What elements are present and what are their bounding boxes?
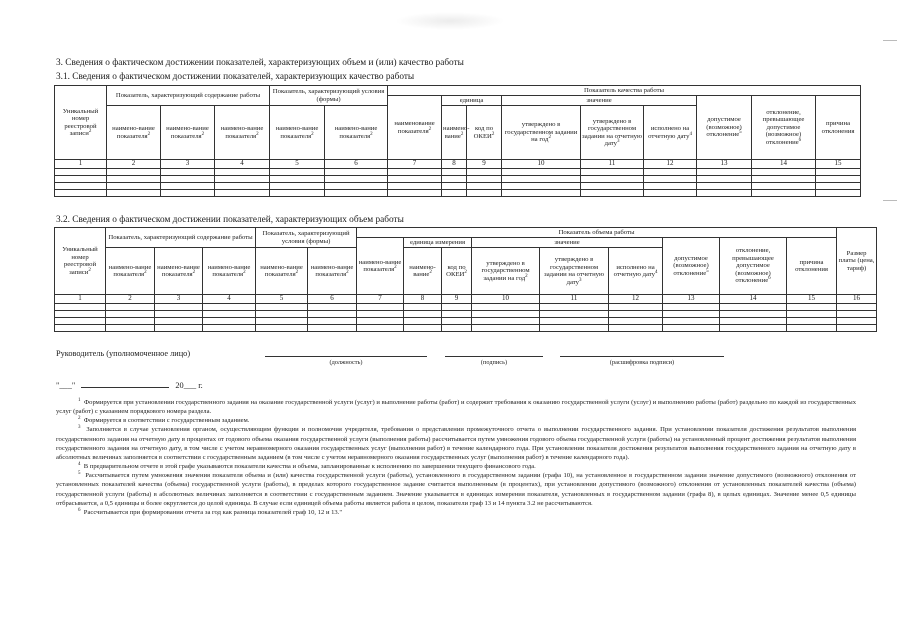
table1-col-number: 14: [752, 160, 816, 169]
table2-allowed-deviation-header: допустимое (возможное) отклонение$^5$: [663, 238, 720, 295]
table2-col-number: 9: [442, 295, 472, 304]
date-open-quote: ": [56, 381, 60, 390]
table1-col-number: 13: [697, 160, 752, 169]
table2-col-number: 10: [472, 295, 540, 304]
table2-col-number: 6: [308, 295, 357, 304]
table1-col-number: 8: [442, 160, 467, 169]
table2-condition-name-1: наимено-вание показателя$^2$: [256, 248, 308, 295]
table2-unit-group-header: единица измерения: [404, 238, 472, 248]
table1-fulfilled-header: исполнено на отчетную дату$^4$: [644, 106, 697, 160]
table2-col-number: 2: [106, 295, 155, 304]
table1-okei-header: код по ОКЕИ$^2$: [467, 106, 502, 160]
table2-col-number: 12: [609, 295, 663, 304]
table2-empty-row: [55, 318, 877, 325]
table1-col-number: 15: [816, 160, 861, 169]
table2-col-number: 13: [663, 295, 720, 304]
position-line: [265, 356, 427, 357]
date-close-quote: ": [71, 381, 76, 390]
table1-value-group-header: значение: [502, 96, 697, 106]
table2-col-number: 7: [357, 295, 404, 304]
scan-edge-mark: [883, 40, 897, 41]
table1-reason-header: причина отклонения: [816, 96, 861, 160]
decoding-line: [560, 356, 724, 357]
table2-content-group-header: Показатель, характеризующий содержание работы: [106, 228, 256, 248]
table1-condition-name-1: наимено-вание показателя$^2$: [270, 106, 325, 160]
table2-unique-number-header: Уникальный номер реестровой записи$^2$: [55, 228, 106, 295]
table1-col-number: 6: [325, 160, 388, 169]
table1-col-number: 4: [215, 160, 270, 169]
table2-excess-deviation-header: отклонение, превышающее допустимое (возможное) отклонение$^6$: [720, 238, 787, 295]
table1-col-number: 3: [161, 160, 215, 169]
table1-col-number: 10: [502, 160, 581, 169]
table1-unit-group-header: единица: [442, 96, 502, 106]
table2-col-number: 4: [203, 295, 256, 304]
signature-line: [445, 356, 543, 357]
position-caption: (должность): [329, 359, 363, 366]
table2-title: 3.2. Сведения о фактическом достижении показателей, характеризующих объем работы: [56, 215, 404, 225]
table2-empty-row: [55, 304, 877, 311]
table2-approved-date-header: утверждено в государственном задании на отчетную дату$^3$: [540, 248, 609, 295]
table2-content-name-3: наимено-вание показателя$^2$: [203, 248, 256, 295]
table2-okei-header: код по ОКЕИ$^2$: [442, 248, 472, 295]
table2-volume-group-header: Показатель объема работы: [357, 228, 837, 238]
table1-col-number: 9: [467, 160, 502, 169]
table2-col-number: 5: [256, 295, 308, 304]
scan-edge-mark: [883, 200, 897, 201]
table1-empty-row: [55, 169, 861, 176]
table1-content-name-2: наимено-вание показателя$^2$: [161, 106, 215, 160]
table2-unit-name-header: наимено-вание$^2$: [404, 248, 442, 295]
footnotes: [56, 398, 856, 517]
table1-col-number: 11: [581, 160, 644, 169]
table1-col-number: 12: [644, 160, 697, 169]
decoding-caption: (расшифровка подписи): [609, 359, 675, 366]
table2-col-number: 16: [837, 295, 877, 304]
footnote-6: $^6$ Рассчитывается при формировании отчета за год как разница показателей граф 10, 12 и 13.": [78, 507, 343, 516]
table1-column-numbers: [55, 160, 861, 169]
table2-col-number: 11: [540, 295, 609, 304]
signature-caption: (подпись): [480, 359, 508, 366]
table2-col-number: 15: [787, 295, 837, 304]
date-year: 20: [175, 381, 184, 390]
table2-fulfilled-header: исполнено на отчетную дату$^4$: [609, 248, 663, 295]
table2-column-numbers: [55, 295, 877, 304]
table2-approved-year-header: утверждено в государственном задании на год$^2$: [472, 248, 540, 295]
table2-fee-header: Размер платы (цена, тариф): [837, 228, 877, 295]
footnote-3: $^3$ Заполняется в случае установления органом, осуществляющим функции и полномочия учредителя, требования о представлении промежуточного отчета о выполнении государственного задания. При установлении показателя достижения результатов выполнения государственного задания на отчетную дату в процентах от годового объема оказания государственной услуги (выполнения работы) рассчитывается путем умножения годового объема государственной услуги (работы) на установленный процент достижения результатов выполнения государственного задания на отчетную дату, в том числе с учетом неравномерного оказания государственных услуг (выполнения работ) в течение календарного года. При установлении показателя достижения результатов выполнения государственного задания на отчетную дату в абсолютных величинах заполняется в соответствии с государственным заданием (в том числе с учетом неравномерного оказания государственных услуг (выполнения работ) в течение календарного года).: [56, 425, 857, 461]
footnote-5: $^5$ Рассчитывается путем умножения значения показателя объема и (или) качества государственной услуги (работы), установленного в государственном задании (графа 10), на установленное в государственном задании значение допустимого (возможного) отклонения от установленных показателей качества (объема) государственной услуги (работы), в пределах которого государственное задание считается выполненным (в процентах), при установлении допустимого (возможного) отклонения от установленных показателей качества (объема) государственной услуги (работы) в абсолютных величинах заполняется в соответствии с государственным заданием. Значение указывается в единицах измерения показателя, установленных в государственном задании (графа 8), в целых единицах. Значение менее 0,5 единицы отбрасывается, а 0,5 единицы и более округляется до целой единицы. В случае если единицей объема работы является работа в целом, показатели граф 13 и 14 пункта 3.2 не рассчитываются.: [56, 471, 857, 507]
table1-col-number: 2: [107, 160, 161, 169]
table2-header-row-1: [55, 228, 877, 238]
table1-allowed-deviation-header: допустимое (возможное) отклонение$^5$: [697, 96, 752, 160]
table1-approved-year-header: утверждено в государственном задании на год$^2$: [502, 106, 581, 160]
table1-content-group-header: Показатель, характеризующий содержание работы: [107, 86, 270, 106]
table2-indicator-name-header: наимено-вание показателя$^2$: [357, 238, 404, 295]
volume-table: [54, 227, 877, 332]
table2-condition-name-2: наимено-вание показателя$^2$: [308, 248, 357, 295]
quality-table: [54, 85, 861, 197]
table1-condition-name-2: наимено-вание показателя$^2$: [325, 106, 388, 160]
footnote-2: $^2$ Формируется в соответствии с государственным заданием.: [78, 416, 250, 425]
table1-col-number: 5: [270, 160, 325, 169]
table2-content-name-1: наимено-вание показателя$^2$: [106, 248, 155, 295]
table1-empty-row: [55, 176, 861, 183]
date-suffix: г.: [198, 381, 203, 390]
signature-label: Руководитель (уполномоченное лицо): [56, 349, 191, 358]
table2-col-number: 8: [404, 295, 442, 304]
table2-empty-row: [55, 325, 877, 332]
table2-col-number: 14: [720, 295, 787, 304]
table1-quality-group-header: Показатель качества работы: [388, 86, 861, 96]
table2-empty-row: [55, 311, 877, 318]
table1-unit-name-header: наимено-вание$^2$: [442, 106, 467, 160]
table1-conditions-group-header: Показатель, характеризующий условия (формы): [270, 86, 388, 106]
table1-title: 3.1. Сведения о фактическом достижении показателей, характеризующих качество работы: [56, 72, 415, 82]
table1-excess-deviation-header: отклонение, превышающее допустимое (возможное) отклонение$^6$: [752, 96, 816, 160]
date-day-blank: ___: [59, 381, 72, 390]
footnote-1: $^1$ Формируется при установлении государственного задания на оказание государственной услуги (услуг) и выполнение работы (работ) и содержит требования к оказанию государственной услуги (услуг) и выполнению работы (работ) раздельно по каждой из государственных услуг (работ) с указанием порядкового номера раздела.: [56, 398, 856, 416]
report-date: [56, 380, 203, 390]
table1-col-number: 1: [55, 160, 107, 169]
table1-col-number: 7: [388, 160, 442, 169]
table1-content-name-1: наимено-вание показателя$^2$: [107, 106, 161, 160]
table1-empty-row: [55, 190, 861, 197]
date-month-blank: [81, 380, 169, 388]
table1-unique-number-header: Уникальный номер реестровой записи$^2$: [55, 86, 107, 160]
table2-col-number: 3: [155, 295, 203, 304]
table1-content-name-3: наимено-вание показателя$^2$: [215, 106, 270, 160]
footnote-4: $^4$ В предварительном отчете в этой графе указываются показатели качества и объема, запланированные к исполнению по завершении текущего финансового года.: [78, 462, 536, 471]
section-title: 3. Сведения о фактическом достижении показателей, характеризующих объем и (или) качество работы: [56, 58, 464, 68]
table2-reason-header: причина отклонения: [787, 238, 837, 295]
table2-value-group-header: значение: [472, 238, 663, 248]
table1-header-row-1: [55, 86, 861, 96]
date-year-blank: ___: [183, 381, 197, 390]
scan-smudge: [395, 12, 505, 30]
table2-col-number: 1: [55, 295, 106, 304]
table1-empty-row: [55, 183, 861, 190]
table1-indicator-name-header: наименование показателя$^2$: [388, 96, 442, 160]
table2-conditions-group-header: Показатель, характеризующий условия (формы): [256, 228, 357, 248]
table2-content-name-2: наимено-вание показателя$^2$: [155, 248, 203, 295]
table1-approved-date-header: утверждено в государственном задании на отчетную дату$^3$: [581, 106, 644, 160]
